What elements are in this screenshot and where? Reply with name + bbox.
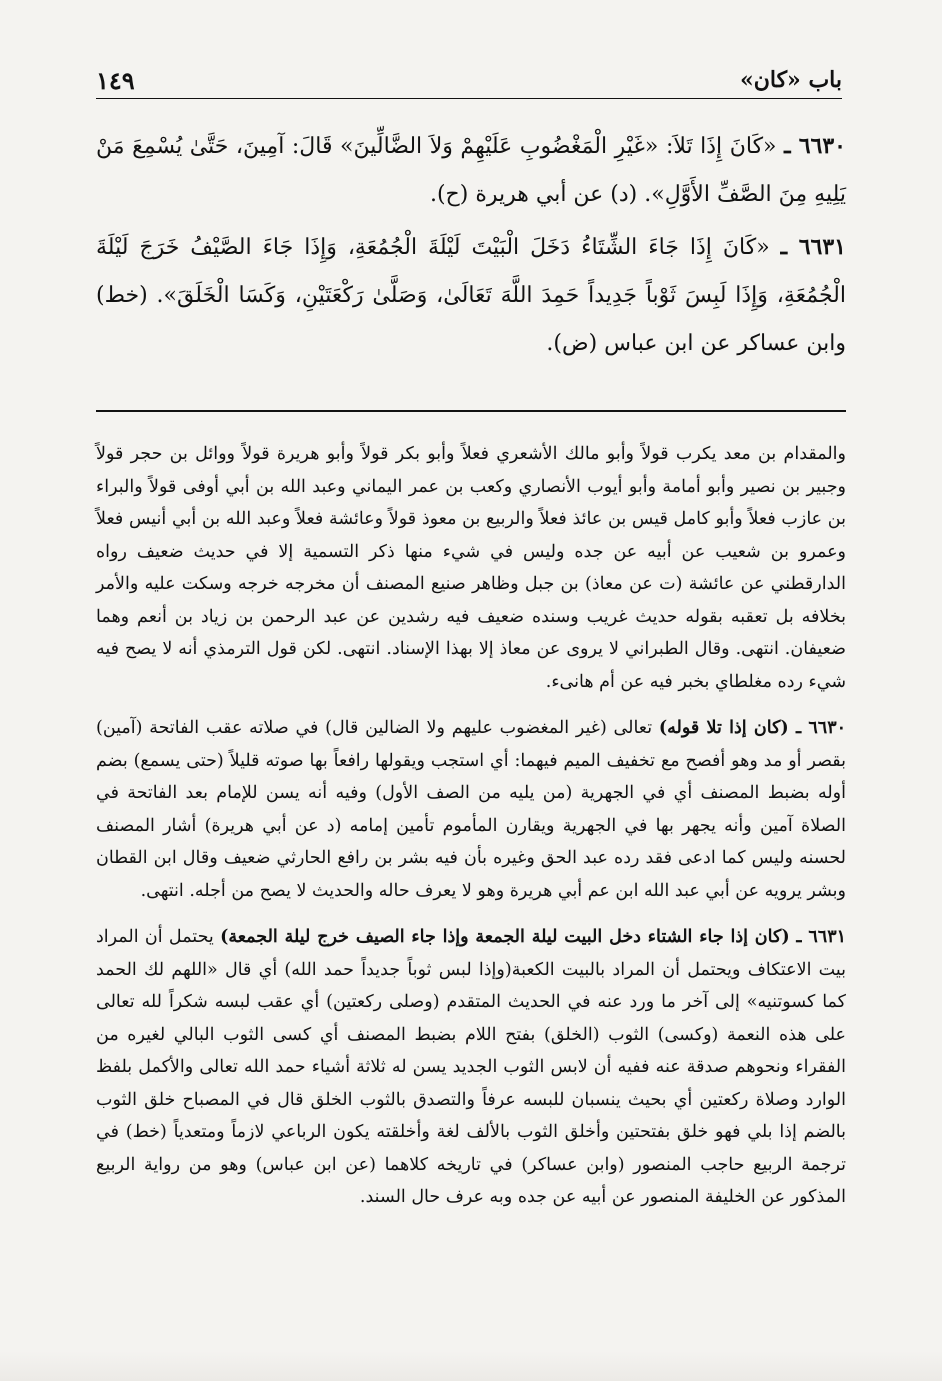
hadith-6630	[96, 122, 846, 219]
commentary	[96, 438, 846, 1228]
commentary-paragraph	[96, 921, 846, 1214]
hadith-text	[96, 122, 846, 372]
commentary-text: يحتمل أن المراد بيت الاعتكاف ويحتمل أن المراد بالبيت الكعبة(وإذا لبس ثوباً جديداً حمد الله) أي قال «اللهم لك الحمد كما كسوتنيه» إلى آخر ما ورد عنه في الحديث المتقدم (وصلى ركعتين) أي عقب لبسه شكراً لله تعالى على هذه النعمة (وكسى) الثوب (الخلق) بفتح اللام بضبط المصنف أي كسى الثوب البالي لغيره من الفقراء ونحوهم صدقة عنه ففيه أن لابس الثوب الجديد يسن له ثلاثة أشياء حمد الله تعالى والأكمل بلفظ الوارد وصلاة ركعتين أي بحيث ينسبان للبسه عرفاً والتصدق بالثوب الخلق قال في المصباح خلق الثوب بالضم إذا بلي فهو خلق بفتحتين وأخلق الثوب بالألف لغة وأخلقته يكون الرباعي لازماً ومتعدياً (خط) في ترجمة الربيع حاجب المنصور (وابن عساكر) في تاريخه كلاهما (عن ابن عباس) وهو من رواية الربيع المذكور عن الخليفة المنصور عن أبيه عن جده وبه عرف حال السند.	[96, 927, 846, 1207]
running-header	[96, 62, 842, 99]
chapter-title: باب «كان»	[739, 67, 842, 93]
commentary-text: والمقدام بن معد يكرب قولاً وأبو مالك الأشعري فعلاً وأبو بكر قولاً وأبو هريرة قولاً ووائل بن حجر قولاً وجبير بن نصير وأبو أمامة وأبو أيوب الأنصاري وكعب بن عمر اليماني وعبد الله بن أبي أوفى قولاً والبراء بن عازب فعلاً وأبو كامل قيس بن عائذ فعلاً والربيع بن معوذ قولاً وعائشة فعلاً وعبد الله بن أبي أنيس فعلاً وعمرو بن شعيب عن أبيه عن جده وليس في شيء منها ذكر التسمية إلا في حديث ضعيف رواه الدارقطني عن عائشة (ت عن معاذ) بن جبل وظاهر صنيع المصنف أن مخرجه خرجه وسكت عليه والأمر بخلافه بل تعقبه بقوله حديث غريب وسنده ضعيف فيه رشدين عن عبد الرحمن بن زياد بن أنعم وهما ضعيفان. انتهى. وقال الطبراني لا يروى عن معاذ إلا بهذا الإسناد. انتهى. لكن قول الترمذي أنه لا يصح فيه شيء رده مغلطاي بخبر فيه عن أم هانىء.	[96, 444, 846, 692]
commentary-paragraph	[96, 712, 846, 907]
hadith-6631	[96, 223, 846, 368]
commentary-lead: ٦٦٣١ ـ (كان إذا جاء الشتاء دخل البيت ليلة الجمعة وإذا جاء الصيف خرج ليلة الجمعة)	[220, 927, 847, 947]
footnote-separator	[96, 410, 846, 412]
hadith-body: «كَانَ إِذَا جَاءَ الشِّتَاءُ دَخَلَ الْبَيْتَ لَيْلَةَ الْجُمُعَةِ، وَإِذَا جَاءَ الصَّيْفُ خَرَجَ لَيْلَةَ الْجُمُعَةِ، وَإِذَا لَبِسَ ثَوْباً جَدِيداً حَمِدَ اللَّهَ تَعَالَىٰ، وَصَلَّىٰ رَكْعَتَيْنِ، وَكَسَا الْخَلَقَ». (خط) وابن عساكر عن ابن عباس (ض).	[96, 235, 846, 356]
hadith-number: ٦٦٣١ ـ	[780, 234, 846, 260]
hadith-body: «كَانَ إِذَا تَلاَ: «غَيْرِ الْمَغْضُوبِ عَلَيْهِمْ وَلاَ الضَّالِّينَ» قَالَ: آمِينَ، حَتَّىٰ يُسْمِعَ مَنْ يَلِيهِ مِنَ الصَّفِّ الأَوَّلِ». (د) عن أبي هريرة (ح).	[96, 134, 846, 207]
hadith-number: ٦٦٣٠ ـ	[784, 133, 846, 159]
page-number: ١٤٩	[96, 65, 135, 95]
commentary-paragraph	[96, 438, 846, 698]
commentary-lead: ٦٦٣٠ ـ (كان إذا تلا قوله)	[658, 718, 846, 738]
commentary-text: تعالى (غير المغضوب عليهم ولا الضالين قال) في صلاته عقب الفاتحة (آمين) بقصر أو مد وهو أفصح مع تخفيف الميم فيهما: أي استجب ويقولها رافعاً بها صوته قليلاً (حتى يسمع) بضم أوله بضبط المصنف أي في الجهرية (من يليه من الصف الأول) وفيه أنه يسن للإمام بعد الفاتحة في الصلاة آمين وأنه يجهر بها في الجهرية ويقارن المأموم تأمين إمامه (د عن أبي هريرة) أشار المصنف لحسنه وليس كما ادعى فقد رده عبد الحق وغيره بأن فيه بشر بن رافع الحارثي ضعيف وقال ابن القطان وبشر يرويه عن أبي عبد الله ابن عم أبي هريرة وهو لا يعرف حاله والحديث لا يصح من أجله. انتهى.	[96, 718, 846, 901]
page-bottom-margin	[0, 1351, 942, 1381]
